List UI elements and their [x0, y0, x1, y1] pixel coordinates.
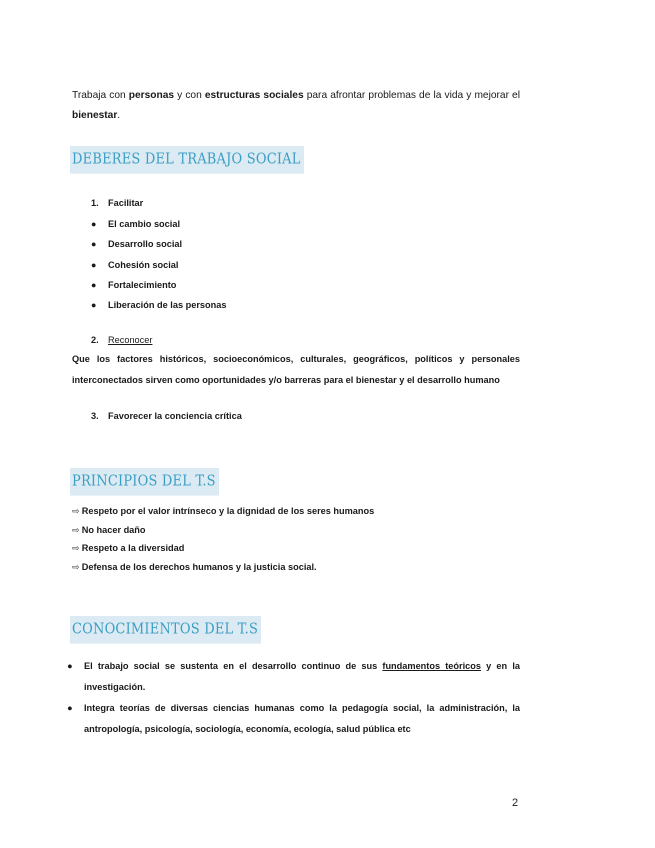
numbered-item-reconocer	[91, 335, 152, 345]
bullet-item	[91, 280, 176, 290]
bullet-item	[91, 300, 226, 310]
bullet-icon: ●	[91, 219, 97, 229]
list-label: Facilitar	[108, 198, 144, 208]
principle-item	[72, 506, 374, 517]
list-number: 2.	[91, 335, 99, 345]
fundamentos-teoricos-link[interactable]: fundamentos teóricos	[382, 661, 481, 671]
intro-bold-bienestar: bienestar	[72, 110, 118, 121]
paragraph-line: Que los factores históricos, socioeconómicos, culturales, geográficos, políticos y personales	[72, 354, 520, 364]
bullet-icon: ●	[91, 280, 97, 290]
principle-text: Respeto a la diversidad	[81, 543, 185, 553]
knowledge-line: antropología, psicología, sociología, economía, ecología, salud pública etc	[84, 724, 411, 734]
bullet-icon: ●	[67, 703, 73, 713]
page-number: 2	[512, 797, 519, 809]
bullet-icon: ●	[91, 300, 97, 310]
knowledge-line: Integra teorías de diversas ciencias humanas como la pedagogía social, la administración, la	[84, 703, 520, 713]
bullet-text: Liberación de las personas	[108, 300, 227, 310]
bullet-text: El cambio social	[108, 219, 180, 229]
bullet-item	[91, 260, 178, 270]
arrow-right-icon: ⇨	[72, 543, 80, 553]
reconocer-paragraph	[72, 349, 520, 391]
principle-text: Respeto por el valor intrínseco y la dignidad de los seres humanos	[81, 506, 375, 516]
knowledge-line	[84, 656, 520, 677]
intro-bold-personas: personas	[128, 90, 175, 101]
bullet-text: Desarrollo social	[108, 239, 183, 249]
arrow-right-icon: ⇨	[72, 562, 80, 572]
bullet-text: Cohesión social	[108, 260, 179, 270]
principle-item	[72, 562, 317, 573]
bullet-item	[91, 239, 182, 249]
knowledge-text: y en la	[480, 661, 520, 671]
list-number: 1.	[91, 198, 99, 208]
bullet-icon: ●	[91, 260, 97, 270]
bullet-icon: ●	[67, 661, 73, 671]
list-number: 3.	[91, 411, 99, 421]
knowledge-line: investigación.	[84, 682, 146, 692]
section-heading-conocimientos: CONOCIMIENTOS DEL T.S	[70, 616, 261, 644]
bullet-text: Fortalecimiento	[108, 280, 177, 290]
intro-bold-estructuras: estructuras sociales	[204, 90, 304, 101]
intro-text: y con	[174, 90, 205, 101]
principle-item	[72, 525, 146, 536]
paragraph-line: interconectados sirven como oportunidades y/o barreras para el bienestar y el desarrollo humano	[72, 375, 500, 385]
arrow-right-icon: ⇨	[72, 506, 80, 516]
intro-text: para afrontar problemas de la vida y mejorar el	[303, 90, 520, 101]
knowledge-item	[67, 698, 520, 740]
knowledge-item	[67, 656, 520, 698]
bullet-item	[91, 219, 180, 229]
intro-text: .	[117, 110, 121, 121]
principle-item	[72, 543, 184, 554]
bullet-icon: ●	[91, 239, 97, 249]
knowledge-text: El trabajo social se sustenta en el desarrollo continuo de sus	[84, 661, 383, 671]
numbered-item-facilitar	[91, 198, 143, 208]
principle-text: Defensa de los derechos humanos y la justicia social.	[81, 562, 317, 572]
principle-text: No hacer daño	[81, 525, 146, 535]
intro-paragraph	[72, 86, 520, 126]
numbered-item-favorecer	[91, 411, 242, 421]
section-heading-principios: PRINCIPIOS DEL T.S	[70, 468, 219, 496]
section-heading-deberes: DEBERES DEL TRABAJO SOCIAL	[70, 146, 304, 174]
arrow-right-icon: ⇨	[72, 525, 80, 535]
intro-text: Trabaja con	[72, 90, 129, 101]
list-label: Favorecer la conciencia crítica	[108, 411, 242, 421]
list-label: Reconocer	[108, 335, 153, 345]
